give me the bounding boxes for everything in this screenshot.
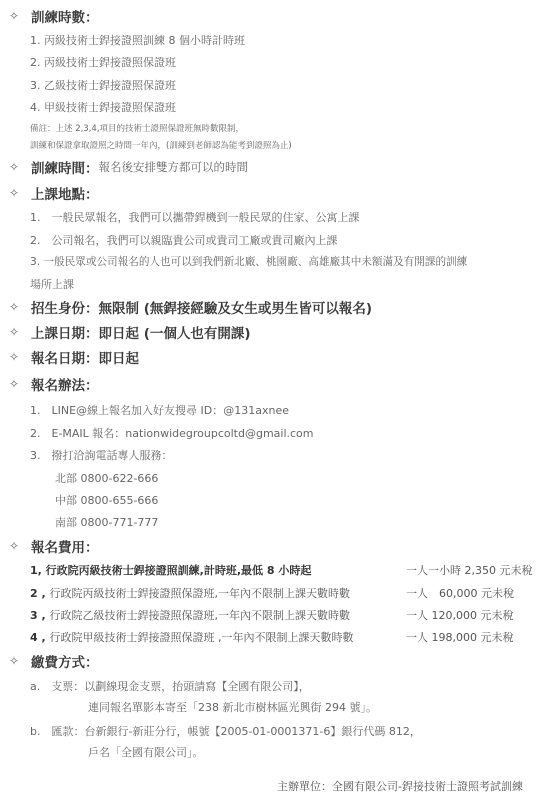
fee-row-name: 行政院丙級技術士銲接證照保證班,一年內不限制上課天數時數 [49, 587, 350, 600]
four-point-star-icon: ✧ [8, 654, 20, 668]
fee-row [30, 585, 530, 601]
four-point-star-icon: ✧ [8, 325, 20, 339]
section-body: 報名後安排雙方都可以的時間 [98, 160, 248, 174]
four-point-star-icon: ✧ [8, 350, 20, 364]
phone-central: 中部 0800-655-666 [55, 494, 159, 507]
list-item: 3. 一般民眾或公司報名的人也可以到我們新北廠、桃園廠、高雄廠其中未額滿及有開課的訓練 [30, 256, 468, 268]
section-title: 繳費方式： [31, 655, 99, 671]
list-item: 3. 乙級技術士銲接證照保證班 [30, 79, 176, 92]
note-line: 訓練和保證拿取證照之時間一年內，(訓練到老師認為能考到證照為止) [30, 141, 292, 151]
four-point-star-icon: ✧ [8, 300, 20, 314]
section-eligibility [6, 297, 372, 317]
section-training-time [6, 157, 248, 177]
section-title: 報名辦法： [31, 378, 99, 394]
section-title: 招生身份：無限制 (無銲接經驗及女生或男生皆可以報名) [31, 301, 373, 317]
fee-row-number: 1, [30, 564, 46, 577]
fee-row-number: 3 , [30, 609, 50, 622]
list-item: 1. 一般民眾報名，我們可以攜帶銲機到一般民眾的住家、公寓上課 [30, 211, 360, 224]
payment-transfer-account-name: 戶名「全國有限公司」。 [88, 746, 204, 759]
four-point-star-icon: ✧ [8, 539, 20, 553]
payment-check-line: a. 支票：以劃線現金支票，抬頭請寫【全國有限公司】， [30, 680, 310, 693]
four-point-star-icon: ✧ [8, 186, 20, 200]
list-item: 2. E-MAIL 報名：nationwidegroupcoltd@gmail.com [30, 427, 314, 440]
section-title: 訓練時間： [31, 161, 99, 177]
note-line: 備註：上述 2,3,4,項目的技術士證照保證班無時數限制， [30, 124, 245, 134]
section-location [6, 183, 99, 203]
phone-north: 北部 0800-622-666 [55, 472, 159, 485]
four-point-star-icon: ✧ [8, 160, 20, 174]
list-item: 4. 甲級技術士銲接證照保證班 [30, 101, 176, 114]
phone-south: 南部 0800-771-777 [55, 516, 159, 529]
section-payment [6, 651, 99, 671]
list-item: 3. 撥打洽詢電話專人服務： [30, 449, 173, 462]
fee-row-price: 一人 198,000 元未稅 [406, 631, 514, 644]
section-fees [6, 536, 99, 556]
list-item: 2. 公司報名，我們可以親臨貴公司或貴司工廠或貴司廠內上課 [30, 234, 338, 247]
list-item-continuation: 場所上課 [30, 278, 74, 291]
organizer-footer: 主辦單位：全國有限公司-銲接技術士證照考試訓練 [277, 780, 523, 793]
four-point-star-icon: ✧ [8, 377, 20, 391]
fee-row [30, 607, 530, 623]
fee-row [30, 629, 530, 645]
section-title: 訓練時數： [31, 10, 99, 26]
list-item: 1. 丙級技術士銲接證照訓練 8 個小時計時班 [30, 34, 245, 47]
fee-row-number: 4 , [30, 631, 50, 644]
section-signup-method [6, 374, 99, 394]
list-item: 1. LINE@線上報名加入好友搜尋 ID：@131axnee [30, 404, 290, 417]
fee-row-price: 一人 120,000 元未稅 [406, 609, 514, 622]
list-item: 2. 丙級技術士銲接證照保證班 [30, 56, 176, 69]
fee-row-name: 行政院乙級技術士銲接證照保證班,一年內不限制上課天數時數 [49, 609, 350, 622]
fee-row-price: 一人 60,000 元未稅 [406, 587, 514, 600]
section-title: 報名費用： [31, 540, 99, 556]
payment-transfer-line: b. 匯款：台新銀行-新莊分行，帳號【2005-01-0001371-6】銀行代碼 812， [30, 725, 421, 738]
section-title: 上課日期：即日起 (一個人也有開課) [31, 326, 251, 342]
fee-row [30, 562, 533, 578]
fee-row-number: 2 , [30, 587, 50, 600]
section-signup-date [6, 347, 139, 367]
fee-row-name: 行政院丙級技術士銲接證照訓練,計時班,最低 8 小時起 [45, 564, 312, 577]
section-training-hours [6, 6, 99, 26]
fee-row-name: 行政院甲級技術士銲接證照保證班 ,一年內不限制上課天數時數 [49, 631, 354, 644]
section-title: 報名日期：即日起 [31, 351, 139, 367]
four-point-star-icon: ✧ [8, 9, 20, 23]
section-title: 上課地點： [31, 187, 99, 203]
section-start-date [6, 322, 251, 342]
fee-row-price: 一人一小時 2,350 元未稅 [406, 564, 533, 577]
payment-check-address: 連同報名單影本寄至「238 新北市樹林區光興街 294 號」。 [88, 701, 377, 714]
